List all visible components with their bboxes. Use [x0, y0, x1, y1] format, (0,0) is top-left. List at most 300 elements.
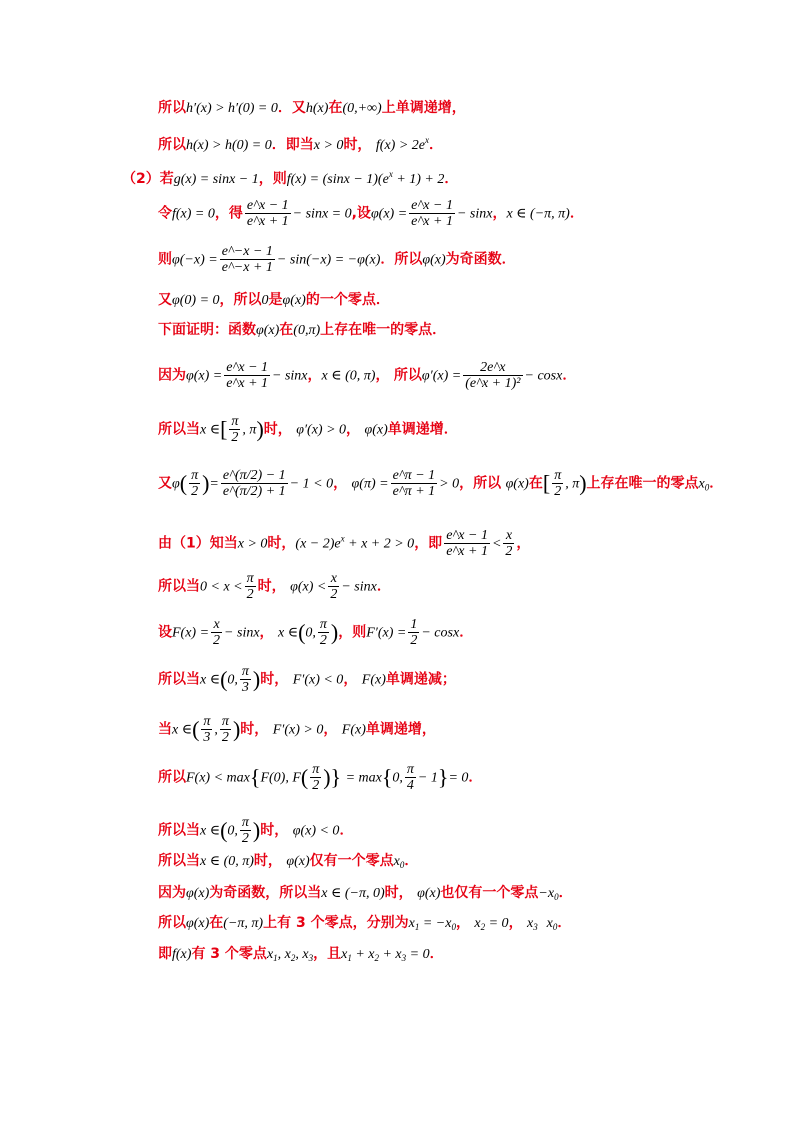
math: , π	[565, 476, 580, 492]
math: φ(x) =	[186, 368, 223, 384]
fraction	[409, 198, 455, 229]
numerator: π	[241, 664, 249, 679]
bracket: (	[298, 619, 306, 645]
math: =	[209, 476, 219, 492]
denominator: 2	[241, 831, 249, 846]
numerator: π	[241, 815, 249, 830]
math: = −x	[419, 916, 452, 931]
math: (−π, π)	[223, 916, 264, 931]
math: 3	[401, 953, 407, 963]
fraction	[229, 414, 240, 445]
text: ，	[516, 535, 531, 552]
math: x ∈ (−π, 0)	[321, 886, 385, 901]
text: 则	[158, 251, 172, 268]
math: > 0	[439, 476, 460, 492]
math: F(x)	[361, 672, 386, 688]
math: F(0), F	[260, 770, 301, 786]
math: f(x) = 0	[172, 206, 215, 222]
denominator: 3	[203, 730, 211, 745]
text: 时，	[240, 721, 269, 738]
numerator: e^x − 1	[226, 360, 269, 375]
bracket: (	[300, 764, 309, 790]
numerator: π	[203, 714, 211, 729]
math: x ∈	[200, 823, 221, 839]
bracket: )	[232, 716, 241, 742]
denominator: 3	[241, 680, 249, 695]
fraction	[318, 617, 329, 648]
text: 单调递增，	[365, 721, 436, 738]
brace: }	[437, 764, 449, 790]
math: 0	[554, 892, 559, 902]
text: 设	[158, 624, 172, 641]
numerator: x	[328, 571, 339, 587]
brace: }	[330, 764, 342, 790]
brace: {	[249, 764, 261, 790]
text: 时，	[384, 885, 413, 901]
math: 2	[374, 953, 379, 963]
math: x	[408, 916, 415, 931]
math: F′(x) < 0	[292, 672, 344, 688]
math: φ(x)	[186, 886, 210, 901]
fraction	[189, 468, 200, 499]
fraction	[405, 762, 416, 793]
math: x ∈	[172, 722, 193, 738]
math: x	[474, 916, 481, 931]
text: ．	[339, 822, 354, 839]
text: 时，	[267, 535, 296, 552]
text: 有 3 个零点	[191, 946, 267, 962]
math: 1	[414, 922, 420, 932]
math: , x	[295, 947, 309, 962]
numerator: π	[312, 762, 320, 777]
numerator: x	[503, 528, 514, 544]
bracket: )	[256, 416, 264, 442]
math: f(x) > 2e	[375, 138, 425, 153]
math: φ(x) <	[290, 579, 327, 595]
math: 0	[552, 922, 558, 932]
bracket: (	[220, 666, 228, 692]
line-11	[158, 571, 391, 602]
text: 时，	[253, 853, 282, 869]
text: ．	[562, 367, 577, 384]
math: F(x)	[341, 722, 366, 738]
line-5	[158, 291, 390, 310]
text: ．即当	[271, 137, 314, 153]
math: 0,	[305, 625, 316, 641]
math: x	[341, 947, 348, 962]
text: ，	[259, 624, 274, 641]
text: ，即	[414, 535, 443, 552]
denominator: 2	[191, 484, 199, 499]
text: 上单调递增，	[381, 100, 466, 116]
numerator: π	[554, 468, 562, 483]
text: 在	[209, 915, 224, 931]
text: 在	[279, 322, 294, 338]
numerator: 2e^x	[463, 360, 522, 376]
math: − sinx	[341, 579, 377, 595]
math: + x	[351, 947, 375, 962]
text: 时，	[257, 578, 286, 595]
text: 当	[158, 721, 172, 738]
math: x ∈	[278, 625, 299, 641]
line-1	[158, 131, 443, 155]
line-17	[158, 852, 418, 874]
fraction	[220, 244, 275, 275]
line-2	[122, 165, 458, 189]
math: − cosx	[421, 625, 460, 641]
text: ．	[444, 171, 459, 187]
line-4	[158, 244, 516, 275]
fraction	[221, 468, 288, 499]
math: φ(x)	[256, 323, 280, 338]
bracket: (	[220, 817, 228, 843]
text: 又	[158, 292, 172, 308]
fraction	[503, 528, 514, 559]
math: , x	[277, 947, 291, 962]
text: ．	[558, 885, 573, 901]
fraction	[444, 528, 490, 559]
numerator: 1	[410, 617, 418, 632]
denominator: 2	[231, 430, 239, 445]
text: 上存在唯一的零点	[586, 475, 699, 492]
math: φ(x)	[505, 476, 529, 492]
text: （2）若	[122, 171, 174, 187]
denominator: e^−x + 1	[221, 260, 273, 275]
text: ，所以	[459, 475, 502, 492]
text: 所以当	[158, 822, 200, 839]
math: 1	[347, 953, 352, 963]
math: x ∈ (0, π)	[321, 368, 376, 384]
denominator: e^x + 1	[411, 214, 453, 229]
line-16	[158, 815, 353, 846]
fraction	[245, 198, 291, 229]
text: 在	[528, 475, 543, 492]
bracket: )	[579, 470, 587, 496]
line-15	[158, 762, 482, 793]
math: φ(0) = 0	[172, 293, 220, 308]
text: 单调递减；	[385, 671, 456, 688]
text: ，则	[258, 171, 287, 187]
math: 3	[308, 953, 314, 963]
math: + x + 2 > 0	[344, 536, 415, 552]
text: ．	[376, 578, 391, 595]
bracket: )	[323, 764, 331, 790]
math: φ(x)	[422, 252, 446, 268]
math: 1	[273, 953, 278, 963]
line-14	[158, 714, 436, 745]
math: (x − 2)e	[295, 536, 341, 552]
numerator: e^x − 1	[246, 198, 289, 213]
math: g(x) = sinx − 1	[173, 172, 259, 187]
math: φ(x) < 0	[292, 823, 340, 839]
math: − sinx = 0	[292, 206, 352, 222]
numerator: e^x − 1	[411, 198, 453, 213]
text: 仅有一个零点	[309, 853, 394, 869]
denominator: e^x + 1	[246, 214, 289, 229]
fraction	[245, 571, 256, 602]
line-9	[158, 468, 723, 499]
text: 为奇函数，所以当	[209, 885, 322, 901]
text: 的一个零点．	[305, 292, 390, 308]
math: φ′(x) > 0	[296, 422, 347, 438]
denominator: 2	[330, 587, 338, 602]
math: , π	[242, 422, 257, 438]
math: h(x) > h(0) = 0	[186, 138, 272, 153]
text: 也仅有一个零点	[440, 885, 539, 901]
text: 因为	[158, 367, 186, 384]
line-8	[158, 414, 458, 445]
math: h(x)	[305, 101, 329, 116]
bracket: [	[220, 416, 228, 442]
math: φ(x) =	[370, 206, 408, 222]
line-18	[158, 884, 573, 906]
math: 0	[261, 293, 269, 308]
text: ．	[459, 624, 474, 641]
math: −x	[538, 886, 555, 901]
numerator: e^π − 1	[392, 468, 436, 483]
math: (0,π)	[293, 323, 321, 338]
fraction	[240, 664, 251, 695]
text: ，	[346, 421, 361, 438]
numerator: x	[211, 617, 222, 633]
math: f(x) = (sinx − 1)(e	[286, 172, 389, 187]
bracket: )	[202, 470, 210, 496]
text: ．	[429, 946, 444, 962]
text: ，	[343, 671, 358, 688]
denominator: 4	[406, 778, 414, 793]
math: + x	[378, 947, 402, 962]
text: ，且	[313, 946, 342, 962]
math: φ(x)	[364, 422, 388, 438]
math: 0,	[227, 672, 238, 688]
denominator: 2	[221, 730, 229, 745]
math: f(x)	[172, 947, 192, 962]
math: 0 < x <	[200, 579, 243, 595]
numerator: π	[319, 617, 327, 632]
math: x ∈ (0, π)	[200, 854, 254, 869]
text: 在	[328, 100, 343, 116]
math: F′(x) > 0	[272, 722, 324, 738]
text: ．	[428, 137, 443, 153]
bracket: )	[252, 817, 261, 843]
math: = 0	[485, 916, 509, 931]
math: x	[340, 533, 345, 544]
math: x > 0	[237, 536, 268, 552]
bracket: )	[252, 666, 261, 692]
text: 所以	[158, 100, 186, 116]
fraction	[408, 617, 419, 648]
math: 0	[451, 922, 456, 932]
numerator: π	[406, 762, 414, 777]
denominator: 2	[410, 633, 418, 648]
text: 上有 3 个零点，分别为	[263, 915, 409, 931]
bracket: (	[179, 470, 188, 496]
denominator: e^π + 1	[392, 484, 436, 499]
line-12	[158, 617, 473, 648]
math: x	[546, 916, 553, 931]
line-0	[158, 99, 466, 118]
numerator: π	[221, 714, 229, 729]
math: φ(−x) =	[172, 252, 218, 268]
denominator: 2	[312, 778, 320, 793]
math: = max	[345, 770, 382, 786]
text: ,设	[351, 205, 371, 222]
math: φ(x)	[282, 293, 306, 308]
math: − sinx	[272, 368, 308, 384]
fraction	[552, 468, 563, 499]
text: 所以	[393, 367, 422, 384]
math: = 0	[448, 770, 469, 786]
text: 即	[158, 946, 172, 962]
math: φ(π) =	[351, 476, 389, 492]
text: 所以	[158, 769, 186, 786]
math: <	[491, 536, 502, 552]
math: φ	[172, 476, 180, 492]
fraction	[220, 714, 231, 745]
math: 3	[533, 922, 538, 932]
text: 单调递增．	[387, 421, 458, 438]
math: F(x) =	[172, 625, 210, 641]
text: ．	[709, 475, 724, 492]
text: ，得	[214, 205, 243, 222]
brace: {	[381, 764, 393, 790]
denominator: e^(π/2) + 1	[222, 484, 286, 499]
denominator: (e^x + 1)²	[465, 376, 521, 391]
text: ，	[508, 915, 523, 931]
fraction	[310, 762, 321, 793]
text: ，	[375, 367, 390, 384]
math: x	[424, 135, 429, 145]
math: φ(x)	[417, 886, 441, 901]
text: 令	[158, 205, 172, 222]
denominator: 2	[505, 544, 513, 559]
text: 时，	[263, 421, 292, 438]
text: ，	[307, 367, 322, 384]
text: 时，	[343, 137, 372, 153]
math: F(x) < max	[186, 770, 250, 786]
text: 所以	[158, 137, 186, 153]
text: ，则	[338, 624, 367, 641]
text: 又	[158, 475, 172, 492]
text: ．所以	[380, 251, 423, 268]
text: 时，	[260, 822, 289, 839]
numerator: π	[231, 414, 239, 429]
math: = 0	[406, 947, 430, 962]
math: x ∈	[200, 422, 221, 438]
math: (0,+∞)	[342, 101, 382, 116]
denominator: e^x + 1	[446, 544, 488, 559]
denominator: 2	[554, 484, 562, 499]
line-3	[158, 198, 584, 229]
fraction	[240, 815, 251, 846]
math: − 1 < 0	[289, 476, 334, 492]
bracket: )	[330, 619, 339, 645]
text: ．	[569, 205, 584, 222]
math: F′(x) =	[366, 625, 407, 641]
math: φ(x)	[186, 916, 210, 931]
math: 0,	[227, 823, 238, 839]
math: + 1) + 2	[392, 172, 445, 187]
numerator: e^x − 1	[446, 528, 488, 543]
math: − sin(−x) = −φ(x)	[276, 252, 381, 268]
math: x ∈	[200, 672, 221, 688]
numerator: e^−x − 1	[221, 244, 273, 259]
math: 0	[704, 482, 710, 493]
denominator: 2	[246, 587, 254, 602]
line-19	[158, 914, 571, 936]
text: 所以当	[158, 853, 200, 869]
fraction	[328, 571, 339, 602]
line-6	[158, 321, 446, 340]
math: − cosx	[524, 368, 563, 384]
line-10	[158, 528, 530, 559]
math: x ∈ (−π, π)	[506, 206, 570, 222]
text: 由（1）知当	[158, 535, 238, 552]
text: 上存在唯一的零点．	[320, 322, 447, 338]
comma: ,	[214, 722, 218, 738]
math: h′(x) > h′(0) = 0	[186, 101, 278, 116]
fraction	[224, 360, 270, 391]
text: ．又	[277, 100, 306, 116]
text: 所以	[158, 915, 186, 931]
text: 所以当	[158, 671, 200, 688]
text: 时，	[260, 671, 289, 688]
text: ，	[323, 721, 338, 738]
text: 下面证明：函数	[158, 322, 256, 338]
math: x	[388, 169, 393, 179]
text: ．	[404, 853, 419, 869]
text: ，	[455, 915, 470, 931]
line-13	[158, 664, 456, 695]
numerator: e^(π/2) − 1	[222, 468, 286, 483]
text: ，	[492, 205, 507, 222]
math: φ(x)	[286, 854, 310, 869]
math: x	[393, 854, 400, 869]
math: − 1	[417, 770, 438, 786]
line-20	[158, 945, 444, 967]
text: 是	[268, 292, 283, 308]
math: x	[698, 476, 705, 492]
math: x	[527, 916, 534, 931]
denominator: 2	[213, 633, 221, 648]
text: ．	[468, 769, 483, 786]
math: − sinx	[456, 206, 493, 222]
math: 2	[480, 922, 486, 932]
text: ，所以	[219, 292, 262, 308]
math: x	[266, 947, 274, 962]
text: ，	[333, 475, 348, 492]
fraction	[391, 468, 438, 499]
numerator: π	[246, 571, 254, 586]
math: 2	[290, 953, 296, 963]
text: ．	[557, 915, 572, 931]
math: 0	[399, 860, 405, 870]
denominator: e^x + 1	[226, 376, 269, 391]
text: 所以当	[158, 578, 200, 595]
math: − sinx	[224, 625, 260, 641]
math: φ′(x) =	[421, 368, 462, 384]
fraction	[211, 617, 222, 648]
bracket: [	[542, 470, 551, 496]
text: 所以当	[158, 421, 200, 438]
denominator: 2	[319, 633, 327, 648]
math: x > 0	[313, 138, 344, 153]
text: 为奇函数．	[445, 251, 516, 268]
fraction	[463, 360, 522, 391]
math: 0,	[392, 770, 403, 786]
text: 因为	[158, 885, 186, 901]
numerator: π	[191, 468, 199, 483]
